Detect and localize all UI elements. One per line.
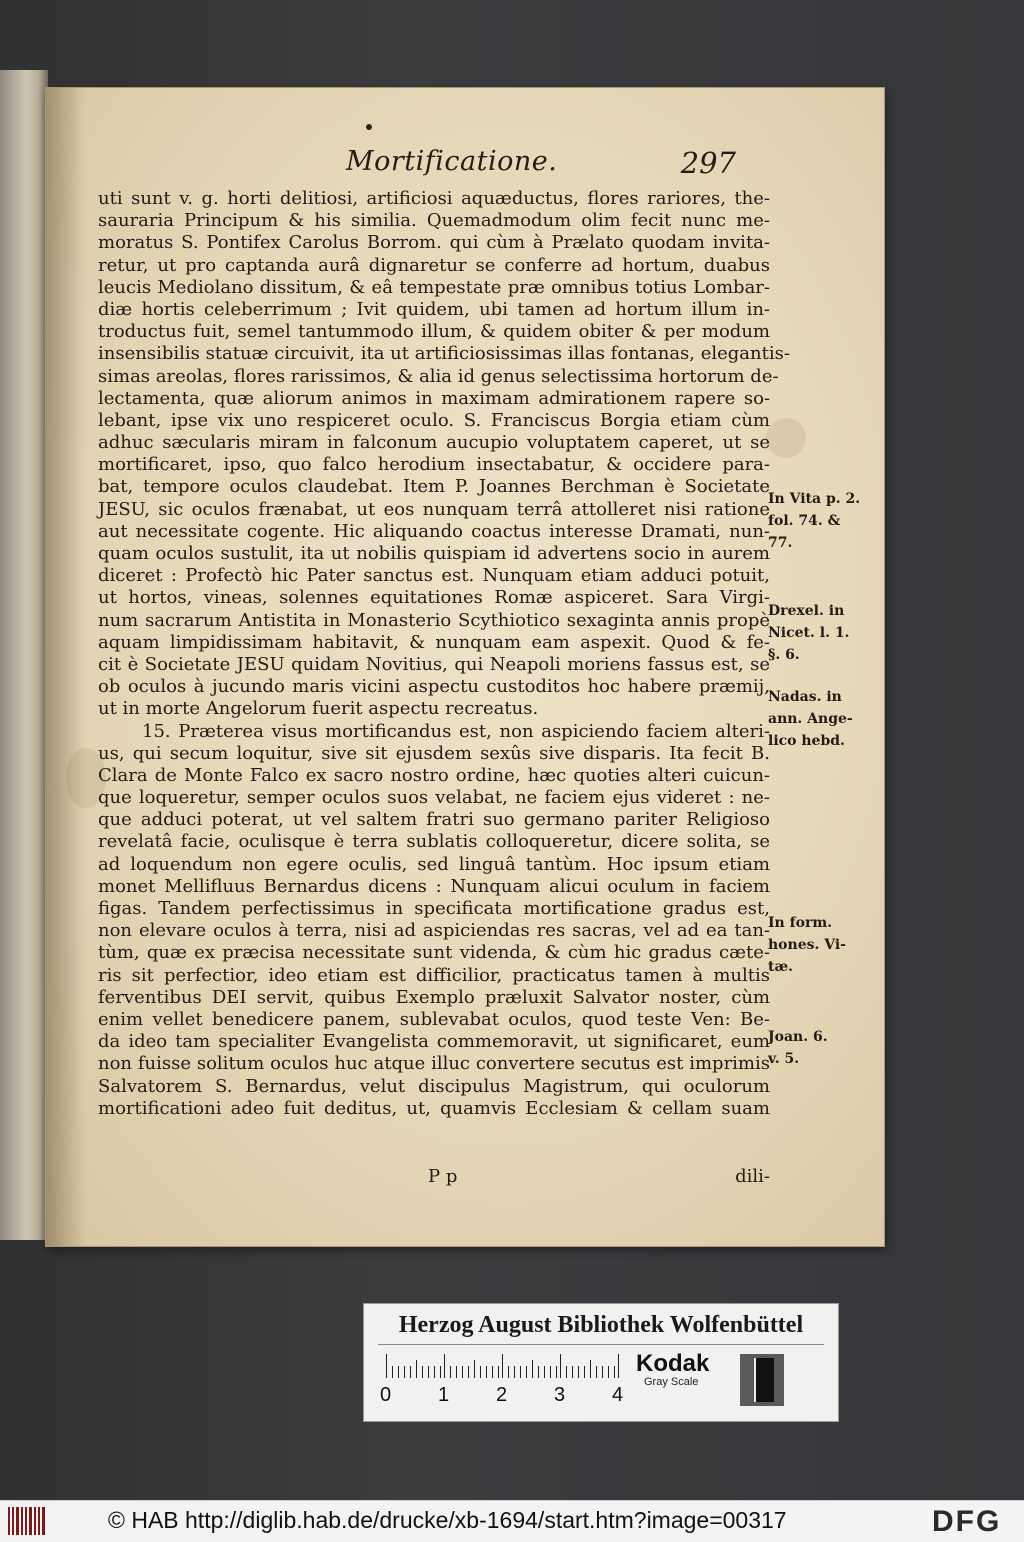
viewer-footer: [0, 1500, 1024, 1542]
margin-note: [768, 686, 880, 752]
left-page-edge: [0, 70, 48, 1240]
margin-note-line: In Vita p. 2.: [768, 491, 861, 507]
text-line: uti sunt v. g. horti delitiosi, artificiosi aquæductus, flores rariores, the-: [98, 188, 770, 209]
scale-numbers: [380, 1384, 640, 1408]
scale-number: 1: [438, 1384, 450, 1406]
margin-note-line: v. 5.: [768, 1051, 800, 1067]
running-head-title: Mortificatione.: [346, 146, 558, 177]
margin-note-line: hones. Vi-: [768, 937, 846, 953]
text-line: ob oculos à jucundo maris vicini aspectu custoditos hoc habere præmij,: [98, 676, 770, 698]
text-line: retur, ut pro captanda aurâ dignaretur se conferre ad hortum, duabus: [98, 254, 770, 276]
library-label-title: Herzog August Bibliothek Wolfenbüttel: [398, 1312, 804, 1338]
text-line: adhuc sæcularis miram in falconum aucupio voluptatem caperet, ut se: [98, 432, 770, 454]
text-line: Salvatorem S. Bernardus, velut discipulus Magistrum, qui oculorum: [98, 1075, 770, 1097]
gray-scale-label: Gray Scale: [644, 1376, 699, 1388]
barcode-icon: [8, 1507, 48, 1535]
dfg-logo: DFG: [932, 1505, 1002, 1538]
kodak-logo: Kodak: [636, 1350, 710, 1377]
text-line: non fuisse solitum oculos huc atque illuc convertere secutus est imprimis: [98, 1053, 770, 1075]
page-number: 297: [680, 146, 736, 180]
margin-note-line: lico hebd.: [768, 733, 845, 749]
margin-note-line: ann. Ange-: [768, 711, 853, 727]
text-line: revelatâ facie, oculisque è terra sublatis colloqueretur, dicere solita, se: [98, 831, 770, 853]
text-line: enim vellet benedicere panem, sublevabat oculos, quod teste Ven: Be-: [98, 1008, 770, 1030]
scale-ruler: [386, 1354, 622, 1378]
text-line: JESU, sic oculos frænabat, ut eos nunquam terrâ attolleret nisi ratione: [98, 498, 770, 520]
text-line: mortificaret, ipso, quo falco herodium insectabatur, & occidere para-: [98, 454, 770, 476]
margin-note-line: tæ.: [768, 959, 793, 975]
text-line: lebant, ipse vix uno respiceret oculo. S. Franciscus Borgia etiam cùm: [98, 409, 770, 431]
margin-note-line: Nadas. in: [768, 689, 842, 705]
scale-number: 4: [612, 1384, 624, 1406]
signature-mark: P p: [428, 1166, 458, 1187]
text-line: sauraria Principum & his similia. Quemadmodum olim fecit nunc me-: [98, 210, 770, 232]
text-line: aut necessitate cogente. Hic aliquando coactus interesse Dramati, nun-: [98, 520, 770, 542]
gray-scale-patch: [740, 1354, 784, 1406]
page-gutter-shadow: [46, 88, 86, 1246]
library-color-card: [363, 1303, 839, 1422]
text-line: ris sit perfectior, ideo etiam est difficilior, practicatus tamen à multis: [98, 964, 770, 986]
scale-number: 2: [496, 1384, 508, 1406]
text-line: figas. Tandem perfectissimus in specificata mortificatione gradus est,: [98, 898, 770, 919]
margin-note-line: Joan. 6.: [768, 1029, 828, 1045]
margin-note-line: Nicet. l. 1.: [768, 625, 850, 641]
text-line: lectamenta, quæ aliorum animos in maximam admirationem rapere so-: [98, 387, 770, 409]
text-line: us, qui secum loquitur, sive sit ejusdem sexûs sive disparis. Ita fecit B.: [98, 742, 770, 764]
text-line: quam oculos sustulit, ita ut nobilis quispiam id advertens socio in aurem: [98, 543, 770, 564]
text-line: Clara de Monte Falco ex sacro nostro ordine, hæc quoties alteri cuicun-: [98, 764, 770, 786]
text-line: cit è Societate JESU quidam Novitius, qui Neapoli moriens fassus est, se: [98, 653, 770, 675]
paper-stain: [766, 418, 806, 458]
text-line: 15. Præterea visus mortificandus est, non aspiciendo faciem alteri-: [142, 720, 770, 742]
scale-number: 3: [554, 1384, 566, 1406]
text-line: ut hortos, vineas, solennes equitationes Romæ aspiceret. Sara Virgi-: [98, 587, 770, 609]
text-line: simas areolas, flores rarissimos, & alia id genus selectissima hortorum de-: [98, 365, 779, 387]
text-line: ad loquendum non egere oculis, sed linguâ tantùm. Hoc ipsum etiam: [98, 853, 770, 875]
copyright-link[interactable]: © HAB http://diglib.hab.de/drucke/xb-1694/start.htm?image=00317: [108, 1507, 787, 1533]
margin-note-line: fol. 74. &: [768, 513, 841, 529]
margin-note: [768, 600, 880, 666]
text-line: non elevare oculos à terra, nisi ad aspiciendas res sacras, vel ad ea tan-: [98, 920, 770, 942]
text-line: insensibilis statuæ circuivit, ita ut artificiosissimas illas fontanas, elegantis-: [98, 343, 790, 365]
text-line: diæ hortis celeberrimum ; Ivit quidem, ubi tamen ad hortum illum in-: [98, 298, 770, 320]
book-page: [46, 88, 884, 1246]
text-line: ut in morte Angelorum fuerit aspectu recreatus.: [98, 698, 539, 720]
text-line: monet Mellifluus Bernardus dicens : Nunquam alicui oculum in faciem: [98, 875, 770, 897]
margin-note: [768, 488, 880, 554]
text-line: aquam limpidissimam habitavit, & nunquam eam aspexit. Quod & fe-: [98, 631, 770, 653]
margin-note-line: §. 6.: [768, 647, 800, 663]
running-header: [346, 146, 736, 186]
catchword: dili-: [735, 1166, 770, 1187]
text-line: moratus S. Pontifex Carolus Borrom. qui cùm à Prælato quodam invita-: [98, 232, 770, 254]
text-line: leucis Mediolano dissitum, & eâ tempestate præ omnibus totius Lombar-: [98, 276, 770, 298]
text-line: diceret : Profectò hic Pater sanctus est. Nunquam etiam adduci potuit,: [98, 565, 770, 587]
text-line: num sacrarum Antistita in Monasterio Scythiotico sexaginta annis propè: [98, 609, 770, 631]
text-line: que adduci poterat, ut vel saltem fratri suo germano pariter Religioso: [98, 809, 770, 831]
scale-number: 0: [380, 1384, 392, 1406]
text-line: bat, tempore oculos claudebat. Item P. Joannes Berchman è Societate: [98, 476, 770, 498]
text-line: que loqueretur, semper oculos suos velabat, ne faciem ejus videret : ne-: [98, 787, 770, 809]
text-line: tùm, quæ ex præcisa necessitate sunt videnda, & cùm hic gradus cæte-: [98, 942, 770, 964]
page-footer: [98, 1166, 770, 1190]
text-line: mortificationi adeo fuit deditus, ut, quamvis Ecclesiam & cellam suam: [98, 1097, 770, 1119]
margin-note: [768, 1026, 880, 1070]
label-divider: [378, 1344, 824, 1345]
margin-note-line: In form.: [768, 915, 833, 931]
margin-note-line: 77.: [768, 535, 793, 551]
text-line: da ideo tam specialiter Evangelista commemoravit, ut significaret, eum: [98, 1031, 770, 1053]
margin-note-line: Drexel. in: [768, 603, 845, 619]
text-line: troductus fuit, semel tantummodo illum, & quidem obiter & per modum: [98, 321, 770, 343]
printed-dot: [366, 124, 372, 130]
margin-note: [768, 912, 880, 978]
text-line: ferventibus DEI servit, quibus Exemplo præluxit Salvator noster, cùm: [98, 986, 770, 1008]
